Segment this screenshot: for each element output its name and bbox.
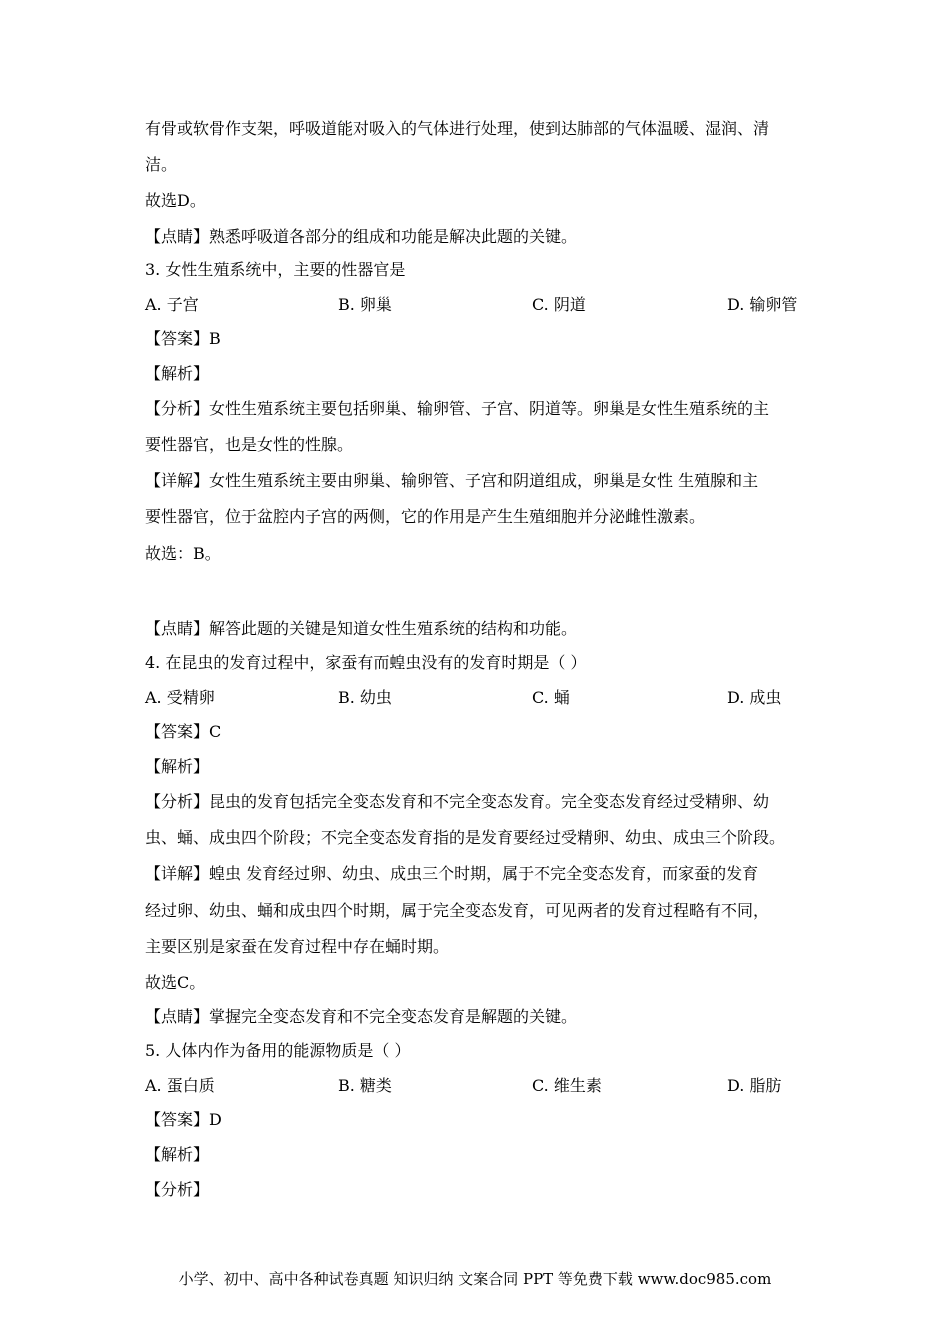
analysis-heading: 【解析】 xyxy=(145,364,210,383)
option-d: D. 脂肪 xyxy=(727,1076,782,1095)
question-stem: 3. 女性生殖系统中，主要的性器官是 xyxy=(145,260,406,279)
choice-line: 故选C。 xyxy=(145,973,206,992)
option-b: B. 幼虫 xyxy=(338,688,392,707)
comment-line: 【点睛】熟悉呼吸道各部分的组成和功能是解决此题的关键。 xyxy=(145,227,578,246)
option-c: C. 阴道 xyxy=(532,295,586,314)
analysis-line: 【分析】昆虫的发育包括完全变态发育和不完全变态发育。完全变态发育经过受精卵、幼 xyxy=(145,792,770,811)
option-c: C. 维生素 xyxy=(532,1076,602,1095)
analysis-heading: 【解析】 xyxy=(145,1145,210,1164)
analysis-line: 【分析】 xyxy=(145,1180,210,1199)
detail-line: 【详解】女性生殖系统主要由卵巢、输卵管、子宫和阴道组成，卵巢是女性 生殖腺和主 xyxy=(145,471,759,490)
detail-line: 主要区别是家蚕在发育过程中存在蛹时期。 xyxy=(145,937,450,956)
text-line: 有骨或软骨作支架，呼吸道能对吸入的气体进行处理，使到达肺部的气体温暖、湿润、清 xyxy=(145,119,770,138)
analysis-line: 【分析】女性生殖系统主要包括卵巢、输卵管、子宫、阴道等。卵巢是女性生殖系统的主 xyxy=(145,399,770,418)
option-b: B. 糖类 xyxy=(338,1076,392,1095)
option-d: D. 成虫 xyxy=(727,688,782,707)
analysis-heading: 【解析】 xyxy=(145,757,210,776)
detail-line: 【详解】蝗虫 发育经过卵、幼虫、成虫三个时期，属于不完全变态发育，而家蚕的发育 xyxy=(145,864,759,883)
analysis-line: 虫、蛹、成虫四个阶段；不完全变态发育指的是发育要经过受精卵、幼虫、成虫三个阶段。 xyxy=(145,828,786,847)
detail-line: 要性器官，位于盆腔内子宫的两侧，它的作用是产生生殖细胞并分泌雌性激素。 xyxy=(145,507,706,526)
detail-line: 经过卵、幼虫、蛹和成虫四个时期，属于完全变态发育，可见两者的发育过程略有不同， xyxy=(145,901,770,920)
comment-line: 【点睛】解答此题的关键是知道女性生殖系统的结构和功能。 xyxy=(145,619,578,638)
option-c: C. 蛹 xyxy=(532,688,570,707)
option-b: B. 卵巢 xyxy=(338,295,392,314)
choice-line: 故选D。 xyxy=(145,191,206,210)
option-a: A. 受精卵 xyxy=(145,688,215,707)
page-footer: 小学、初中、高中各种试卷真题 知识归纳 文案合同 PPT 等免费下载 www.doc985.com xyxy=(178,1270,772,1288)
choice-line: 故选：B。 xyxy=(145,544,221,563)
analysis-line: 要性器官，也是女性的性腺。 xyxy=(145,435,354,454)
comment-line: 【点睛】掌握完全变态发育和不完全变态发育是解题的关键。 xyxy=(145,1007,578,1026)
answer-line: 【答案】D xyxy=(145,1110,222,1129)
question-stem: 4. 在昆虫的发育过程中，家蚕有而蝗虫没有的发育时期是（ ） xyxy=(145,653,587,672)
text-line: 洁。 xyxy=(145,155,178,174)
option-a: A. 蛋白质 xyxy=(145,1076,215,1095)
answer-line: 【答案】B xyxy=(145,329,221,348)
question-stem: 5. 人体内作为备用的能源物质是（ ） xyxy=(145,1041,411,1060)
answer-line: 【答案】C xyxy=(145,722,222,741)
option-d: D. 输卵管 xyxy=(727,295,798,314)
option-a: A. 子宫 xyxy=(145,295,199,314)
